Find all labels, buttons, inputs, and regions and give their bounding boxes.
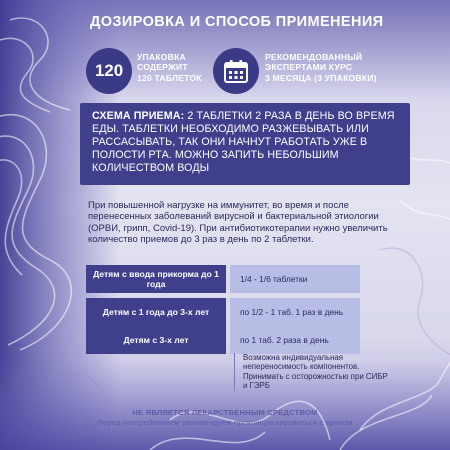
dosage-age-label: Детям с ввода прикорма до 1 года	[86, 265, 226, 293]
dosage-amount: по 1 таб. 2 раза в день	[230, 326, 360, 354]
disclaimer	[0, 408, 450, 429]
dosage-amount: по 1/2 - 1 таб. 1 раз в день	[230, 298, 360, 326]
dosage-amount: 1/4 - 1/6 таблетки	[230, 265, 360, 293]
calendar-icon	[223, 58, 249, 84]
course-line: 3 МЕСЯЦА (3 УПАКОВКИ)	[265, 72, 377, 83]
intolerance-note: Возможна индивидуальная непереносимость компонентов. Принимать с осторожностью при СИБР и ГЭРБ	[234, 353, 394, 391]
course-line: РЕКОМЕНДОВАННЫЙ	[265, 52, 363, 62]
consult-doctor-notice: Перед употреблением рекомендуем проконсультироваться с врачом	[97, 418, 353, 428]
dosage-age-label: Детям с 1 года до 3-х лет	[86, 298, 226, 326]
pack-info	[137, 52, 222, 83]
dosage-age-label: Детям с 3-х лет	[86, 326, 226, 354]
immunity-load-text: При повышенной нагрузке на иммунитет, во время и после перенесенных заболеваний вирусной и бактериальной этиологии (ОРВИ, грипп, Covid-19). При антибиотикотерапии нужно увеличить количество приемов до 3 раз в день по 2 таблетки.	[88, 200, 388, 246]
course-line: ЭКСПЕРТАМИ КУРС	[265, 62, 353, 73]
intake-scheme-label: СХЕМА ПРИЕМА:	[92, 110, 185, 122]
intake-scheme-body: 2 ТАБЛЕТКИ 2 РАЗА В ДЕНЬ ВО ВРЕМЯ ЕДЫ. ТАБЛЕТКИ НЕОБХОДИМО РАЗЖЕВЫВАТЬ ИЛИ РАССАСЫВАТЬ, ТАК ОНИ НАЧНУТ РАБОТАТЬ УЖЕ В ПОЛОСТИ РТА. МОЖНО ЗАПИТЬ НЕБОЛЬШИМ КОЛИЧЕСТВОМ ВОДЫ	[92, 110, 395, 175]
intake-scheme-text	[92, 110, 422, 175]
page-title: ДОЗИРОВКА И СПОСОБ ПРИМЕНЕНИЯ	[90, 14, 384, 30]
pack-line: 120 ТАБЛЕТОК	[137, 72, 202, 83]
calendar-badge	[213, 48, 259, 94]
pack-line: СОДЕРЖИТ	[137, 62, 188, 73]
pack-line: УПАКОВКА	[137, 52, 186, 62]
course-info	[265, 52, 395, 83]
not-medicine-notice: НЕ ЯВЛЯЕТСЯ ЛЕКАРСТВЕННЫМ СРЕДСТВОМ	[132, 408, 318, 417]
tablet-count-badge: 120	[86, 48, 132, 94]
